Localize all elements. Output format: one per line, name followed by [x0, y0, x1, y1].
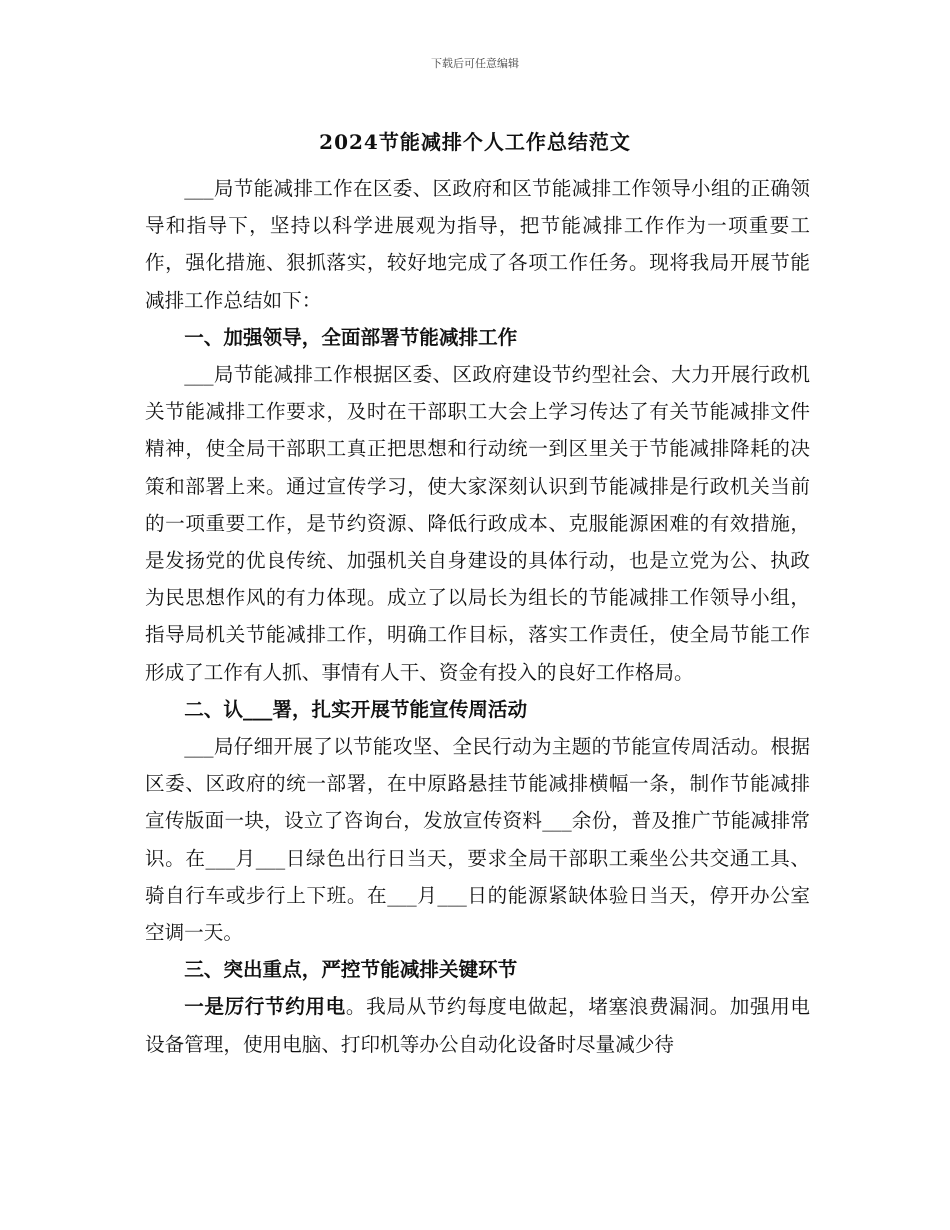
section-3-paragraph — [145, 988, 810, 1062]
section-2-heading: 二、认___署，扎实开展节能宣传周活动 — [184, 697, 528, 721]
header-note: 下载后可任意编辑 — [431, 57, 519, 70]
document-title: 2024节能减排个人工作总结范文 — [319, 130, 631, 154]
intro-paragraph: ___局节能减排工作在区委、区政府和区节能减排工作领导小组的正确领导和指导下，坚持以科学进展观为指导，把节能减排工作作为一项重要工作，强化措施、狠抓落实，较好地完成了各项工作任务。现将我局开展节能减排工作总结如下： — [145, 177, 810, 312]
section-1-heading: 一、加强领导，全面部署节能减排工作 — [184, 325, 518, 349]
document-body — [145, 170, 810, 1063]
section-3-heading: 三、突出重点，严控节能减排关键环节 — [184, 958, 518, 982]
section-3-lead: 一是厉行节约用电 — [184, 995, 346, 1019]
section-1-paragraph: ___局节能减排工作根据区委、区政府建设节约型社会、大力开展行政机关节能减排工作要求，及时在干部职工大会上学习传达了有关节能减排文件精神，使全局干部职工真正把思想和行动统一到区里关于节能减排降耗的决策和部署上来。通过宣传学习，使大家深刻认识到节能减排是行政机关当前的一项重要工作，是节约资源、降低行政成本、克服能源困难的有效措施，是发扬党的优良传统、加强机关自身建设的具体行动，也是立党为公、执政为民思想作风的有力体现。成立了以局长为组长的节能减排工作领导小组，指导局机关节能减排工作，明确工作目标，落实工作责任，使全局节能工作形成了工作有人抓、事情有人干、资金有投入的良好工作格局。 — [145, 363, 810, 684]
section-3-body: 。我局从节约每度电做起，堵塞浪费漏洞。加强用电设备管理，使用电脑、打印机等办公自动化设备时尽量减少待 — [145, 995, 811, 1056]
section-2-paragraph: ___局仔细开展了以节能攻坚、全民行动为主题的节能宣传周活动。根据区委、区政府的统一部署，在中原路悬挂节能减排横幅一条，制作节能减排宣传版面一块，设立了咨询台，发放宣传资料___余份，普及推广节能减排常识。在___月___日绿色出行日当天，要求全局干部职工乘坐公共交通工具、骑自行车或步行上下班。在___月___日的能源紧缺体验日当天，停开办公室空调一天。 — [145, 735, 810, 945]
